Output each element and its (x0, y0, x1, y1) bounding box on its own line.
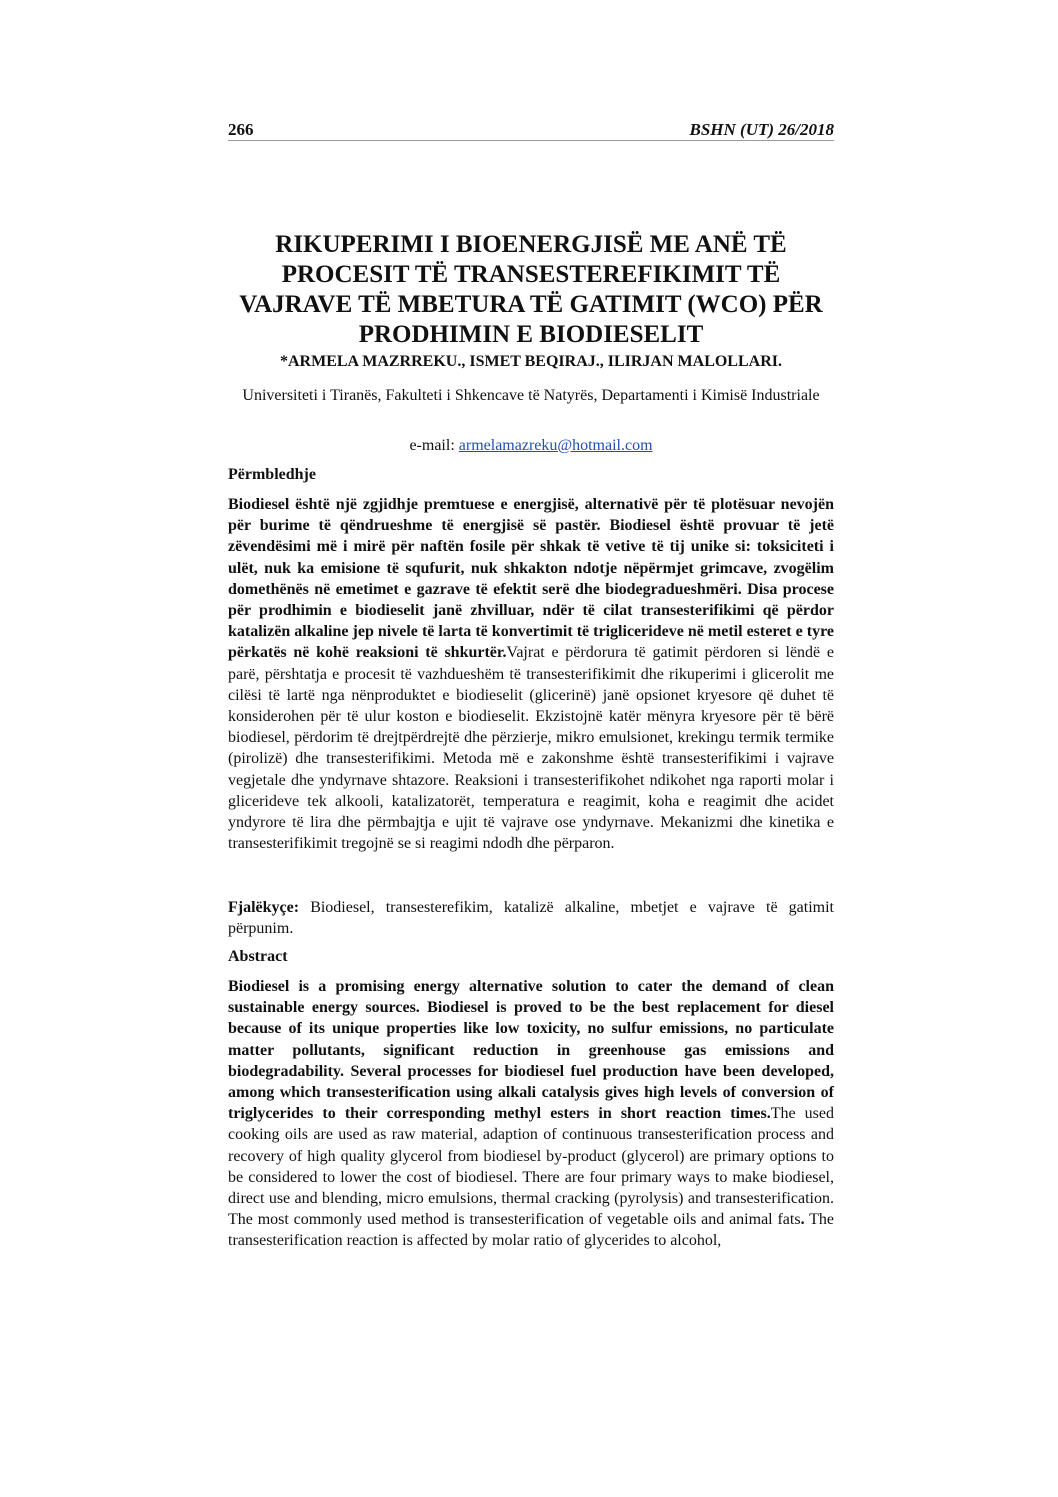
contact-email (228, 437, 834, 455)
page-number: 266 (228, 120, 254, 139)
abstract-period: . (800, 1211, 805, 1229)
paper-title: RIKUPERIMI I BIOENERGJISË ME ANË TË PROCESIT TË TRANSESTEREFIKIMIT TË VAJRAVE TË MBETURA TË GATIMIT (WCO) PËR PRODHIMIN E BIODIESELIT (239, 231, 823, 348)
abstract-paragraph (228, 976, 834, 1252)
journal-reference: BSHN (UT) 26/2018 (689, 120, 834, 139)
keywords-paragraph (228, 897, 834, 939)
page-header (228, 116, 834, 140)
affiliation: Universiteti i Tiranës, Fakulteti i Shkencave të Natyrës, Departamenti i Kimisë Industriale (242, 387, 820, 404)
abstract-last-line: The transesterification reaction is affected by molar ratio of glycerides to alcohol, (228, 1211, 834, 1250)
header-rule (228, 140, 834, 141)
abstract-bold-text: Biodiesel is a promising energy alternative solution to cater the demand of clean sustainable energy sources. Biodiesel is proved to be the best replacement for diesel because of its unique properties like low toxicity, no sulfur emissions, no particulate matter pollutants, significant reduction in greenhouse gas emissions and biodegradability. Several processes for biodiesel fuel production have been developed, among which transesterification using alkali catalysis gives high levels of conversion of triglycerides to their corresponding methyl esters in short reaction times. (228, 978, 834, 1123)
summary-bold-text: Biodiesel është një zgjidhje premtuese e energjisë, alternativë për të plotësuar nevojën për burime të qëndrueshme të energjisë së pastër. Biodiesel është provuar të jetë zëvendësimi më i mirë për naftën fosile për shkak të vetive të tij unike si: toksiciteti i ulët, nuk ka emisione të squfurit, nuk shkakton ndotje nëpërmjet grimcave, zvogëlim domethënës në emetimet e gazrave të efektit serë dhe biodegradueshmëri. Disa procese për prodhimin e biodieselit janë zhvilluar, ndër të cilat transesterifikimi që përdor katalizën alkaline jep nivele të larta të konvertimit të triglicerideve në metil esteret e tyre përkatës në kohë reaksioni të shkurtër. (228, 496, 834, 662)
summary-paragraph (228, 494, 834, 854)
abstract-regular-text: The used cooking oils are used as raw material, adaption of continuous transesterification process and recovery of high quality glycerol from biodiesel by-product (glycerol) are primary options to be considered to lower the cost of biodiesel. There are four primary ways to make biodiesel, direct use and blending, micro emulsions, thermal cracking (pyrolysis) and transesterification. The most commonly used method is transesterification of vegetable oils and animal fats (228, 1105, 835, 1229)
email-link[interactable]: armelamazreku@hotmail.com (458, 437, 653, 454)
summary-heading: Përmbledhje (228, 466, 316, 483)
author-list: *ARMELA MAZRREKU., ISMET BEQIRAJ., ILIRJAN MALOLLARI. (280, 353, 782, 370)
summary-regular-text: Vajrat e përdorura të gatimit përdoren si lëndë e parë, përshtatja e procesit të vazhdueshëm të transesterifikimit dhe rikuperimi i glicerolit me cilësi të lartë nga nënproduktet e biodieselit (glicerinë) janë opsionet kryesore që duhet të konsiderohen për të ulur koston e biodieselit. Ekzistojnë katër mënyra kryesore për të bërë biodiesel, përdorim të drejtpërdrejtë dhe përzierje, mikro emulsionet, krekingu termik termike (pirolizë) dhe transesterifikimi. Metoda më e zakonshme është transesterifikimi i vajrave vegjetale dhe yndyrnave shtazore. Reaksioni i transesterifikohet ndikohet nga raporti molar i glicerideve tek alkooli, katalizatorët, temperatura e reagimit, koha e reagimit dhe acidet yndyrore të lira dhe përmbajtja e ujit të vajrave ose yndyrnave. Mekanizmi dhe kinetika e transesterifikimit tregojnë se si reagimi ndodh dhe përparon. (228, 644, 834, 853)
keywords-text: Biodiesel, transesterefikim, katalizë alkaline, mbetjet e vajrave të gatimit përpunim. (228, 899, 834, 938)
abstract-heading: Abstract (228, 948, 288, 965)
keywords-label: Fjalëkyçe: (228, 899, 300, 916)
email-label: e-mail: (409, 437, 459, 454)
